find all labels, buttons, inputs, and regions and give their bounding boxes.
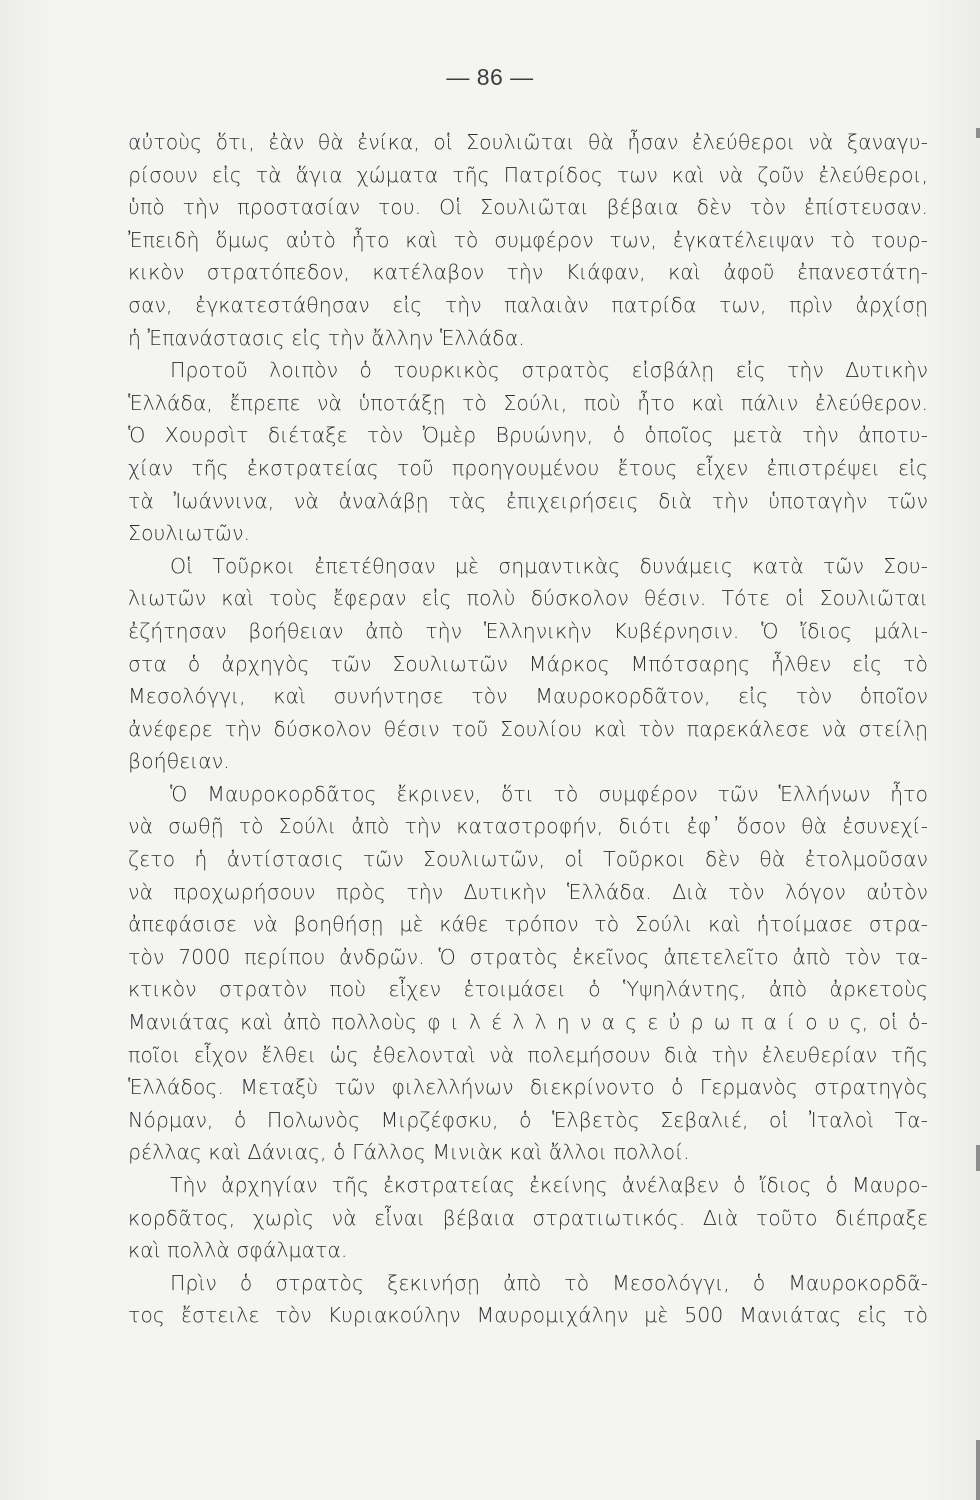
text-line: λιωτῶν καὶ τοὺς ἔφεραν εἰς πολὺ δύσκολον θέσιν. Τότε οἱ Σουλιῶται <box>128 586 928 611</box>
text-line: Σουλιωτῶν. <box>128 521 251 546</box>
text-line: ἐζήτησαν βοήθειαν ἀπὸ τὴν Ἑλληνικὴν Κυβέρνησιν. Ὁ ἴδιος μάλι- <box>128 618 928 643</box>
text-line: ζετο ἡ ἀντίστασις τῶν Σουλιωτῶν, οἱ Τοῦρκοι δὲν θὰ ἐτολμοῦσαν <box>128 847 928 872</box>
text-line: τὰ Ἰωάννινα, νὰ ἀναλάβῃ τὰς ἐπιχειρήσεις διὰ τὴν ὑποταγὴν τῶν <box>128 488 928 513</box>
text-line: Ὁ Χουρσὶτ διέταξε τὸν Ὀμὲρ Βρυώνην, ὁ ὁποῖος μετὰ τὴν ἀποτυ- <box>128 423 928 448</box>
text-line: κορδᾶτος, χωρὶς νὰ εἶναι βέβαια στρατιωτικός. Διὰ τοῦτο διέπραξε <box>128 1205 928 1230</box>
text-line: Μεσολόγγι, καὶ συνήντησε τὸν Μαυροκορδᾶτον, εἰς τὸν ὁποῖον <box>128 684 928 709</box>
text-line: Οἱ Τοῦρκοι ἐπετέθησαν μὲ σημαντικὰς δυνάμεις κατὰ τῶν Σου- <box>170 553 928 578</box>
text-line: καὶ πολλὰ σφάλματα. <box>128 1238 348 1263</box>
text-line: σαν, ἐγκατεστάθησαν εἰς τὴν παλαιὰν πατρίδα των, πρὶν ἀρχίσῃ <box>128 292 928 317</box>
edge-mark <box>976 1440 980 1500</box>
text-line: ποῖοι εἶχον ἔλθει ὡς ἐθελονταὶ νὰ πολεμήσουν διὰ τὴν ἐλευθερίαν τῆς <box>128 1042 928 1067</box>
edge-mark <box>976 1145 980 1171</box>
text-line: ρέλλας καὶ Δάνιας, ὁ Γάλλος Μινιὰκ καὶ ἄλλοι πολλοί. <box>128 1140 690 1165</box>
text-line: αὐτοὺς ὅτι, ἐὰν θὰ ἐνίκα, οἱ Σουλιῶται θὰ ἦσαν ἐλεύθεροι νὰ ξαναγυ- <box>128 130 928 154</box>
text-line: ἀνέφερε τὴν δύσκολον θέσιν τοῦ Σουλίου καὶ τὸν παρεκάλεσε νὰ στείλῃ <box>128 716 928 741</box>
text-line: ἡ Ἐπανάστασις εἰς τὴν ἄλλην Ἑλλάδα. <box>128 325 525 350</box>
edge-mark <box>976 128 980 138</box>
page-number: — 86 — <box>446 64 534 90</box>
text-line: ἀπεφάσισε νὰ βοηθήσῃ μὲ κάθε τρόπον τὸ Σούλι καὶ ἡτοίμασε στρα- <box>128 912 928 937</box>
text-line: Ἑλλάδος. Μεταξὺ τῶν φιλελλήνων διεκρίνοντο ὁ Γερμανὸς στρατηγὸς <box>128 1075 928 1100</box>
text-line: ὑπὸ τὴν προστασίαν του. Οἱ Σουλιῶται βέβαια δὲν τὸν ἐπίστευσαν. <box>128 195 928 220</box>
text-line: Μανιάτας καὶ ἀπὸ πολλοὺς φ ι λ έ λ λ η ν α ς ε ὐ ρ ω π α ί ο υ ς, οἱ ὁ- <box>128 1010 928 1035</box>
body-text <box>128 126 928 1332</box>
text-line: Ἐπειδὴ ὅμως αὐτὸ ἦτο καὶ τὸ συμφέρον των, ἐγκατέλειψαν τὸ τουρ- <box>128 227 928 252</box>
text-line: βοήθειαν. <box>128 749 230 774</box>
text-line: νὰ σωθῇ τὸ Σούλι ἀπὸ τὴν καταστροφήν, διότι ἐφ᾽ ὅσον θὰ ἐσυνεχί- <box>128 814 928 839</box>
text-line: Νόρμαν, ὁ Πολωνὸς Μιρζέφσκυ, ὁ Ἑλβετὸς Σεβαλιέ, οἱ Ἰταλοὶ Τα- <box>128 1107 928 1132</box>
text-line: κτικὸν στρατὸν ποὺ εἶχεν ἑτοιμάσει ὁ Ὑψηλάντης, ἀπὸ ἀρκετοὺς <box>128 977 928 1002</box>
text-line: Ὁ Μαυροκορδᾶτος ἔκρινεν, ὅτι τὸ συμφέρον τῶν Ἑλλήνων ἦτο <box>170 781 928 806</box>
text-line: Προτοῦ λοιπὸν ὁ τουρκικὸς στρατὸς εἰσβάλῃ εἰς τὴν Δυτικὴν <box>170 358 928 383</box>
text-line: χίαν τῆς ἐκστρατείας τοῦ προηγουμένου ἔτους εἶχεν ἐπιστρέψει εἰς <box>128 455 928 480</box>
text-line: στα ὁ ἀρχηγὸς τῶν Σουλιωτῶν Μάρκος Μπότσαρης ἦλθεν εἰς τὸ <box>128 651 928 676</box>
text-line: Τὴν ἀρχηγίαν τῆς ἐκστρατείας ἐκείνης ἀνέλαβεν ὁ ἴδιος ὁ Μαυρο- <box>170 1173 928 1197</box>
text-line: τος ἔστειλε τὸν Κυριακούλην Μαυρομιχάλην μὲ 500 Μανιάτας εἰς τὸ <box>128 1303 928 1328</box>
text-line: Πρὶν ὁ στρατὸς ξεκινήσῃ ἀπὸ τὸ Μεσολόγγι, ὁ Μαυροκορδᾶ- <box>170 1270 928 1295</box>
text-line: τὸν 7000 περίπου ἀνδρῶν. Ὁ στρατὸς ἐκεῖνος ἀπετελεῖτο ἀπὸ τὸν τα- <box>128 944 928 969</box>
text-line: νὰ προχωρήσουν πρὸς τὴν Δυτικὴν Ἑλλάδα. Διὰ τὸν λόγον αὐτὸν <box>128 879 928 904</box>
text-line: ρίσουν εἰς τὰ ἅγια χώματα τῆς Πατρίδος των καὶ νὰ ζοῦν ἐλεύθεροι, <box>128 162 928 187</box>
text-line: κικὸν στρατόπεδον, κατέλαβον τὴν Κιάφαν, καὶ ἀφοῦ ἐπανεστάτη- <box>128 260 928 285</box>
text-line: Ἑλλάδα, ἔπρεπε νὰ ὑποτάξῃ τὸ Σούλι, ποὺ ἦτο καὶ πάλιν ἐλεύθερον. <box>128 390 928 415</box>
